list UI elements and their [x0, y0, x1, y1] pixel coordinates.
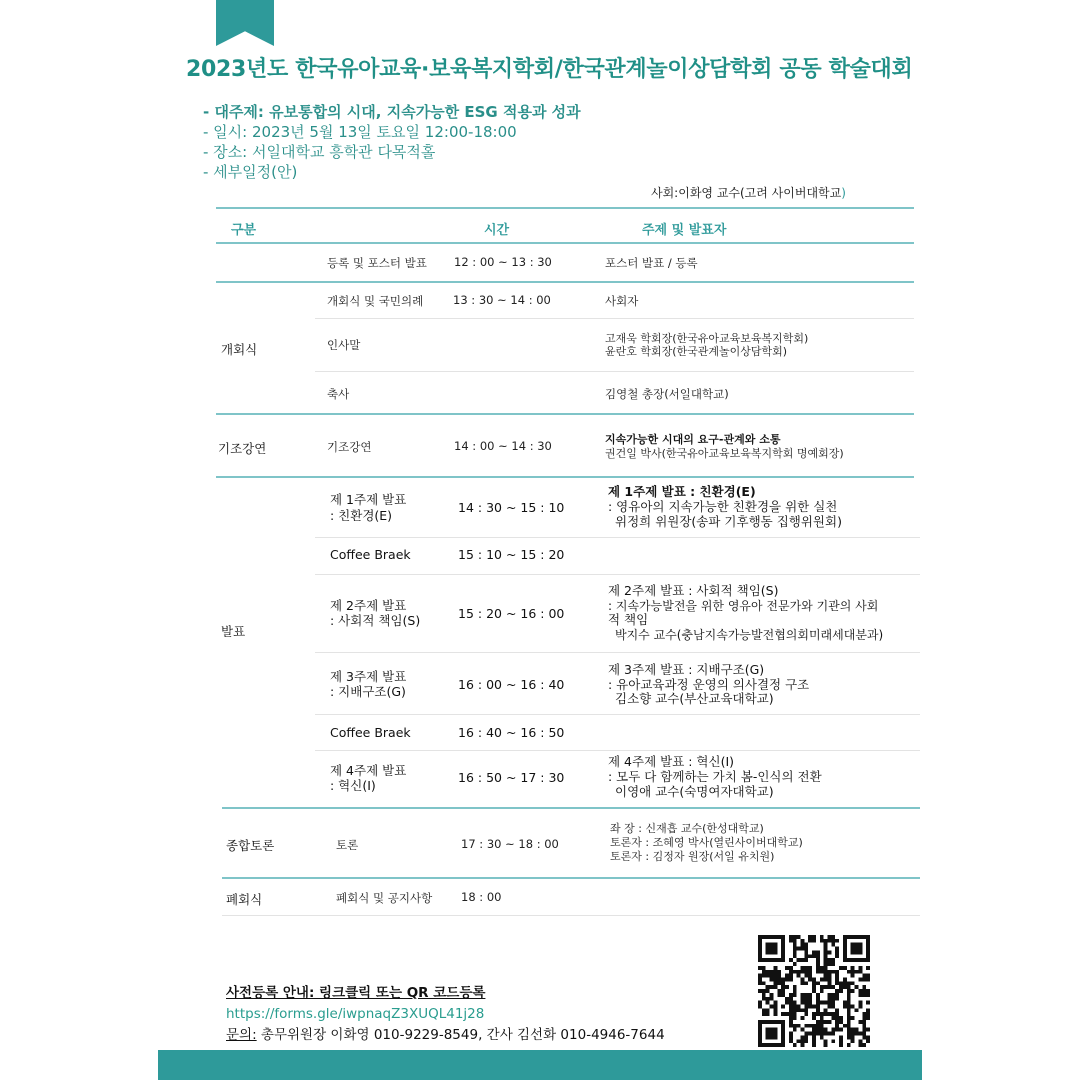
date-line: - 일시: 2023년 5월 13일 토요일 12:00-18:00 [203, 123, 517, 141]
header-time: 시간 [484, 223, 510, 238]
header-category: 구분 [231, 223, 257, 238]
host-paren: ) [841, 186, 846, 200]
row-time: 16 : 50 ~ 17 : 30 [458, 770, 565, 785]
row-topic-line: 제 3주제 발표 : 지배구조(G) [608, 662, 765, 677]
header-bottom-line [216, 242, 914, 244]
table-top-line [216, 207, 914, 209]
event-info [203, 102, 581, 182]
row-topic-line: 좌 장 : 신재흡 교수(한성대학교) [610, 822, 764, 835]
row-program: Coffee Braek [330, 725, 411, 740]
row-topic-line: : 모두 다 함께하는 가치 봄-인식의 전환 [608, 769, 822, 784]
group-line [216, 476, 914, 478]
group-line [216, 413, 914, 415]
schedule-line: - 세부일정(안) [203, 163, 298, 181]
bottom-bar [158, 1050, 922, 1080]
row-topic-line: 제 4주제 발표 : 혁신(I) [608, 754, 735, 769]
row-divider [315, 652, 920, 653]
row-topic-line: 권건일 박사(한국유아교육보육복지학회 명예회장) [605, 447, 844, 460]
row-time: 15 : 10 ~ 15 : 20 [458, 547, 565, 562]
registration-link[interactable]: https://forms.gle/iwpnaqZ3XUQL41j28 [226, 1006, 485, 1022]
row-divider [315, 750, 920, 751]
host-label: 사회:이화영 교수(고려 사이버대학교 [651, 186, 842, 200]
row-program: 폐회식 및 공지사항 [336, 891, 433, 905]
theme-line: - 대주제: 유보통합의 시대, 지속가능한 ESG 적용과 성과 [203, 103, 581, 121]
row-topic: 사회자 [605, 294, 639, 308]
row-topic: 포스터 발표 / 등록 [605, 256, 698, 270]
row-topic-line: 김소향 교수(부산교육대학교) [615, 691, 774, 706]
row-topic-line: 제 1주제 발표 : 친환경(E) [608, 484, 756, 499]
row-topic-line: 위정희 위원장(송파 기후행동 집행위원회) [615, 514, 842, 529]
category-closing: 폐회식 [226, 892, 263, 907]
row-topic-line: : 영유아의 지속가능한 친환경을 위한 실천 [608, 499, 838, 514]
row-program-line: 제 1주제 발표 [330, 492, 407, 507]
row-topic-line: : 유아교육과정 운영의 의사결정 구조 [608, 677, 810, 692]
contact-line [226, 1025, 665, 1046]
row-program-line: 제 4주제 발표 [330, 763, 407, 778]
row-topic-line: 토론자 : 조혜영 박사(열린사이버대학교) [610, 836, 803, 849]
row-time: 16 : 40 ~ 16 : 50 [458, 725, 565, 740]
row-topic-line: 지속가능한 시대의 요구-관계와 소통 [605, 433, 781, 446]
group-line [216, 281, 914, 283]
qr-code-icon[interactable] [758, 935, 870, 1047]
row-topic-line: : 지속가능발전을 위한 영유아 전문가와 기관의 사회 [608, 599, 879, 613]
table-bottom-line [222, 915, 920, 916]
row-topic-line: 윤란호 학회장(한국관계놀이상담학회) [605, 345, 788, 358]
row-time: 15 : 20 ~ 16 : 00 [458, 606, 565, 621]
row-program: 인사말 [327, 338, 361, 352]
registration-guide: 사전등록 안내: 링크클릭 또는 QR 코드등록 [226, 985, 486, 1001]
row-topic-line: 박지수 교수(충남지속가능발전협의회미래세대분과) [615, 628, 884, 642]
row-time: 17 : 30 ~ 18 : 00 [461, 837, 559, 851]
category-keynote: 기조강연 [218, 441, 267, 456]
row-topic-line: 제 2주제 발표 : 사회적 책임(S) [608, 583, 779, 598]
contact-label: 문의: [226, 1027, 257, 1043]
page-title: 2023년도 한국유아교육·보육복지학회/한국관계놀이상담학회 공동 학술대회 [186, 57, 913, 82]
category-discussion: 종합토론 [226, 838, 275, 853]
row-time: 14 : 30 ~ 15 : 10 [458, 500, 565, 515]
row-program: 기조강연 [327, 440, 372, 454]
footer-info [226, 983, 665, 1046]
row-time: 12 : 00 ~ 13 : 30 [454, 255, 552, 269]
row-program-line: 제 3주제 발표 [330, 669, 407, 684]
row-program: 토론 [336, 838, 359, 852]
row-program-line: : 친환경(E) [330, 508, 393, 523]
row-topic-line: 고재욱 학회장(한국유아교육보육복지학회) [605, 332, 809, 345]
bookmark-ribbon-icon [216, 0, 274, 46]
row-program: 축사 [327, 387, 350, 401]
row-time: 14 : 00 ~ 14 : 30 [454, 439, 552, 453]
row-time: 13 : 30 ~ 14 : 00 [453, 293, 551, 307]
category-presentation: 발표 [221, 624, 246, 639]
row-program-line: : 지배구조(G) [330, 684, 406, 699]
row-time: 16 : 00 ~ 16 : 40 [458, 677, 565, 692]
row-program-line: 제 2주제 발표 [330, 598, 407, 613]
row-topic: 김영철 총장(서일대학교) [605, 387, 729, 401]
row-divider [315, 371, 914, 372]
row-time: 18 : 00 [461, 890, 502, 904]
group-line [222, 807, 920, 809]
row-program: 등록 및 포스터 발표 [327, 256, 427, 270]
row-topic-line: 이영애 교수(숙명여자대학교) [615, 784, 774, 799]
row-divider [315, 574, 920, 575]
host-line [651, 184, 846, 201]
row-topic-line: 토론자 : 김정자 원장(서일 유치원) [610, 850, 775, 863]
row-program: 개회식 및 국민의례 [327, 294, 424, 308]
category-opening: 개회식 [221, 342, 258, 357]
place-line: - 장소: 서일대학교 흥학관 다목적홀 [203, 143, 436, 161]
contact-text: 총무위원장 이화영 010-9229-8549, 간사 김선화 010-4946-7644 [256, 1027, 665, 1043]
row-divider [315, 318, 914, 319]
row-program: Coffee Braek [330, 547, 411, 562]
header-topic: 주제 및 발표자 [642, 223, 727, 238]
row-divider [315, 537, 920, 538]
group-line [222, 877, 920, 879]
row-divider [315, 714, 920, 715]
row-program-line: : 사회적 책임(S) [330, 613, 421, 628]
row-program-line: : 혁신(I) [330, 778, 376, 793]
row-topic-line: 적 책임 [608, 612, 649, 627]
